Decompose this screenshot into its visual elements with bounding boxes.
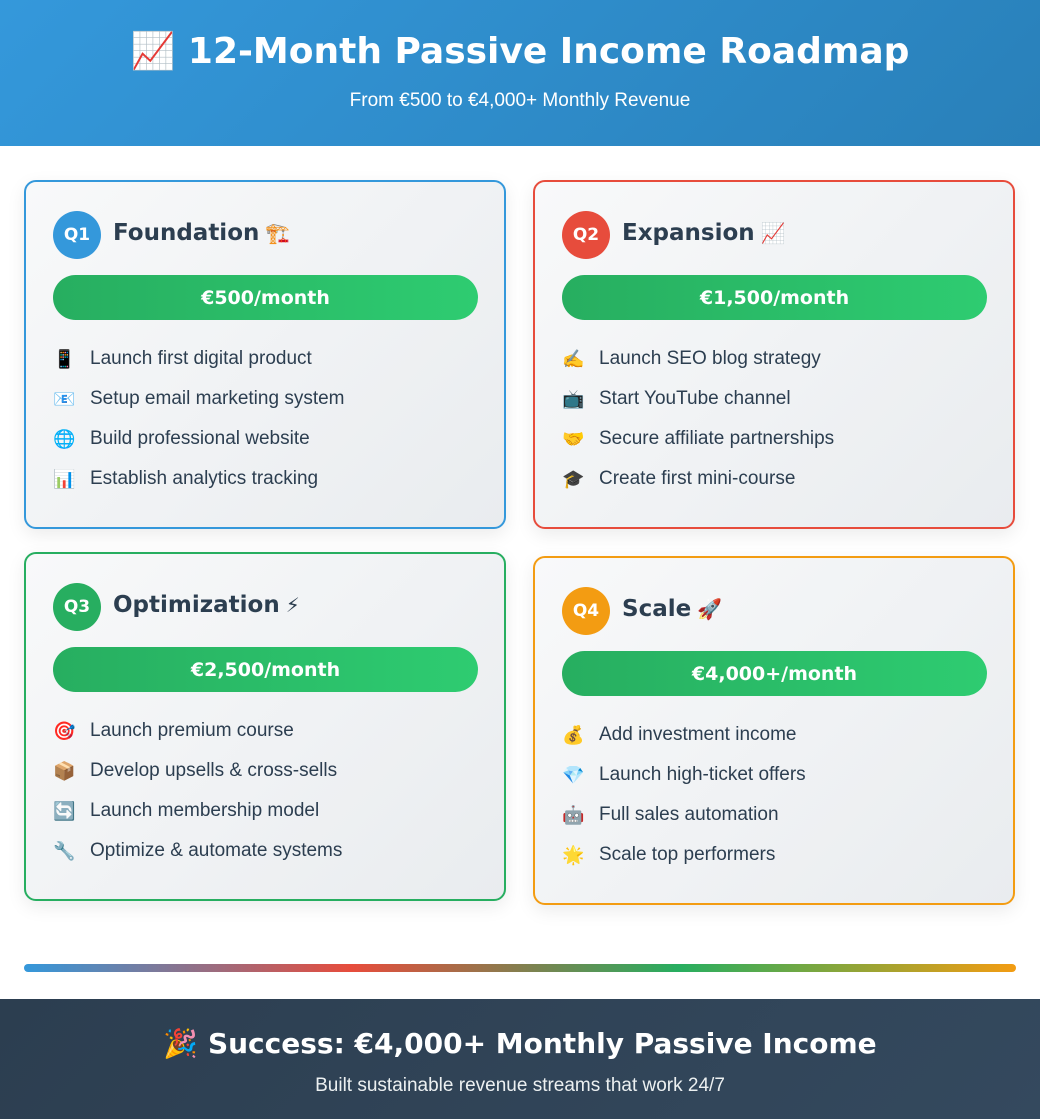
list-item-text: Add investment income	[599, 724, 797, 745]
writing-hand-icon: ✍️	[562, 348, 585, 369]
quarter-title	[113, 220, 290, 246]
list-item	[53, 831, 483, 871]
header-banner	[0, 0, 1040, 146]
handshake-icon: 🤝	[562, 428, 585, 449]
list-item	[562, 379, 992, 419]
list-item-text: Start YouTube channel	[599, 388, 791, 409]
graduation-cap-icon: 🎓	[562, 468, 585, 489]
party-popper-icon: 🎉	[163, 1027, 199, 1060]
list-item	[53, 711, 483, 751]
chart-icon: 📈	[130, 31, 176, 72]
quarter-badge: Q1	[53, 211, 101, 259]
quarter-title-text: Expansion	[622, 220, 755, 246]
milestone-list	[562, 715, 992, 875]
page-subtitle: From €500 to €4,000+ Monthly Revenue	[349, 90, 691, 111]
quarter-card-q2	[533, 180, 1015, 529]
list-item	[53, 459, 483, 499]
footer-title	[0, 1027, 1040, 1060]
list-item-text: Scale top performers	[599, 844, 776, 865]
quarter-title	[622, 596, 722, 622]
list-item-text: Create first mini-course	[599, 468, 796, 489]
list-item	[53, 791, 483, 831]
quarter-badge: Q3	[53, 583, 101, 631]
refresh-icon: 🔄	[53, 800, 76, 821]
target-icon: 🎯	[53, 720, 76, 741]
quarter-badge: Q2	[562, 211, 610, 259]
list-item	[53, 419, 483, 459]
list-item	[562, 755, 992, 795]
list-item	[562, 715, 992, 755]
gradient-divider	[24, 964, 1016, 972]
list-item	[53, 379, 483, 419]
star-icon: 🌟	[562, 844, 585, 865]
list-item-text: Build professional website	[90, 428, 310, 449]
revenue-pill: €1,500/month	[562, 275, 987, 320]
bar-chart-icon: 📊	[53, 468, 76, 489]
milestone-list	[53, 711, 483, 871]
quarter-title	[622, 220, 786, 246]
quarter-card-q1	[24, 180, 506, 529]
revenue-pill: €2,500/month	[53, 647, 478, 692]
package-icon: 📦	[53, 760, 76, 781]
list-item	[562, 459, 992, 499]
construction-icon: 🏗️	[265, 221, 291, 245]
list-item-text: Secure affiliate partnerships	[599, 428, 835, 449]
list-item	[562, 795, 992, 835]
robot-icon: 🤖	[562, 804, 585, 825]
quarter-title-text: Foundation	[113, 220, 260, 246]
milestone-list	[562, 339, 992, 499]
list-item-text: Launch premium course	[90, 720, 294, 741]
quarter-title	[113, 592, 300, 618]
quarter-badge: Q4	[562, 587, 610, 635]
globe-icon: 🌐	[53, 428, 76, 449]
rocket-icon: 🚀	[697, 597, 723, 621]
wrench-icon: 🔧	[53, 840, 76, 861]
quarter-card-q3	[24, 552, 506, 901]
list-item-text: Setup email marketing system	[90, 388, 345, 409]
list-item-text: Launch high-ticket offers	[599, 764, 806, 785]
revenue-pill: €4,000+/month	[562, 651, 987, 696]
milestone-list	[53, 339, 483, 499]
quarter-title-text: Optimization	[113, 592, 280, 618]
page-title	[0, 30, 1040, 72]
list-item-text: Launch first digital product	[90, 348, 312, 369]
television-icon: 📺	[562, 388, 585, 409]
money-bag-icon: 💰	[562, 724, 585, 745]
list-item-text: Launch SEO blog strategy	[599, 348, 821, 369]
list-item	[53, 751, 483, 791]
footer-title-text: Success: €4,000+ Monthly Passive Income	[207, 1027, 877, 1060]
page-title-text: 12-Month Passive Income Roadmap	[187, 31, 910, 72]
list-item	[562, 835, 992, 875]
revenue-pill: €500/month	[53, 275, 478, 320]
footer-banner	[0, 999, 1040, 1119]
list-item-text: Establish analytics tracking	[90, 468, 319, 489]
list-item	[53, 339, 483, 379]
list-item	[562, 339, 992, 379]
chart-up-icon: 📈	[760, 221, 786, 245]
quarter-title-text: Scale	[622, 596, 692, 622]
footer-subtitle: Built sustainable revenue streams that work 24/7	[315, 1075, 725, 1096]
list-item-text: Launch membership model	[90, 800, 320, 821]
list-item-text: Full sales automation	[599, 804, 779, 825]
quarter-card-q4	[533, 556, 1015, 905]
lightning-icon: ⚡	[285, 593, 300, 617]
mobile-phone-icon: 📱	[53, 348, 76, 369]
list-item-text: Optimize & automate systems	[90, 840, 343, 861]
email-icon: 📧	[53, 388, 76, 409]
list-item	[562, 419, 992, 459]
gem-icon: 💎	[562, 764, 585, 785]
list-item-text: Develop upsells & cross-sells	[90, 760, 338, 781]
